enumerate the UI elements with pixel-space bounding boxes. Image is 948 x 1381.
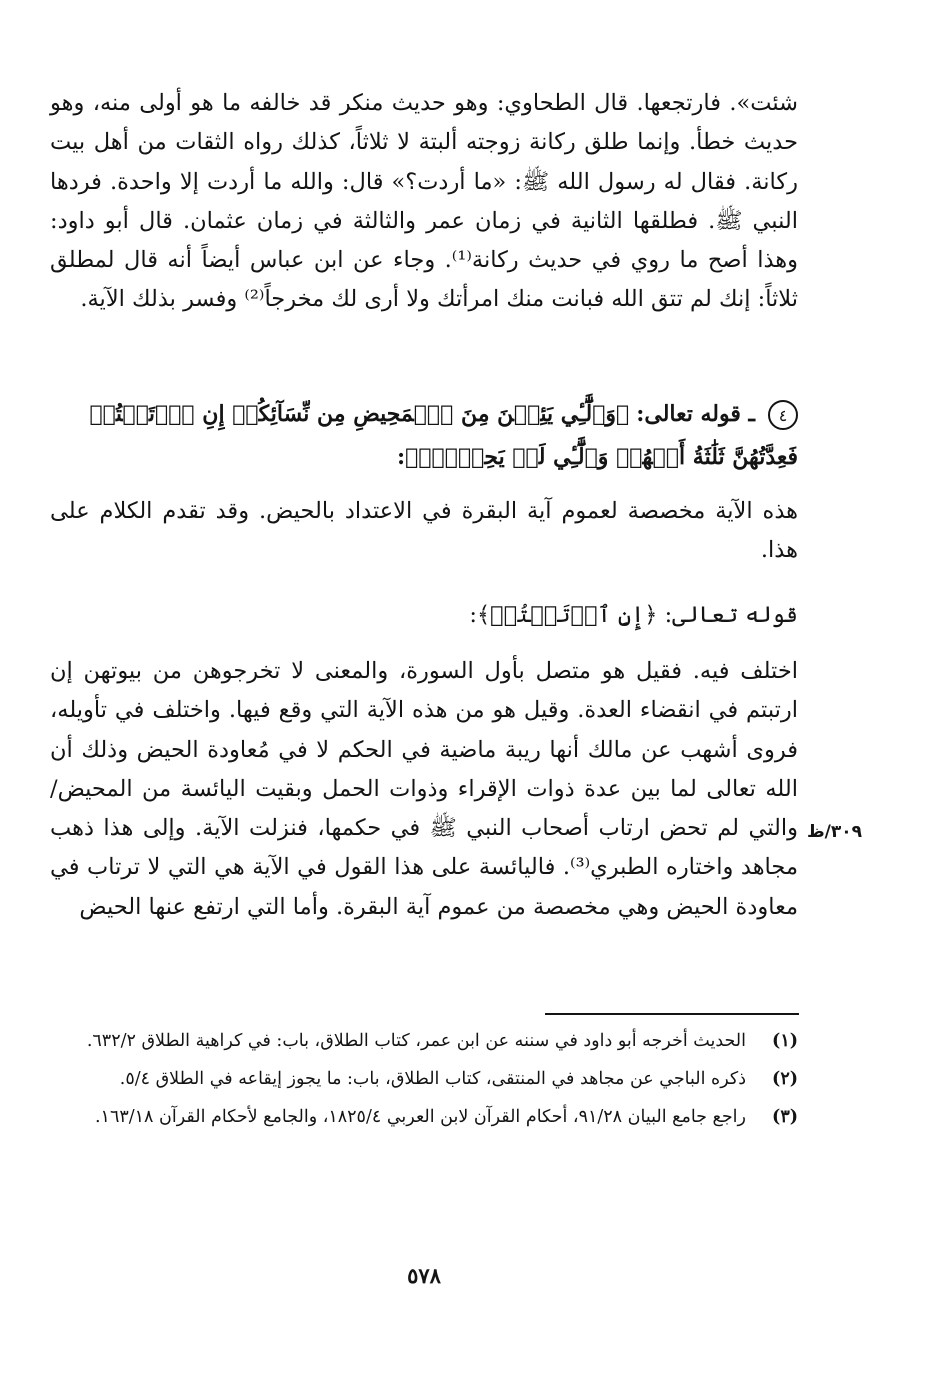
body-paragraph-1: شئت». فارتجعها. قال الطحاوي: وهو حديث منكر قد خالفه ما هو أولى منه، وهو حديث خطأ. وإنما طلق ركانة زوجته ألبتة لا ثلاثاً، كذلك رواه الثقات من أهل بيت ركانة. فقال له رسول الله ﷺ: «ما أردت؟» قال: والله ما أردت إلا واحدة. فردها النبي ﷺ. فطلقها الثانية في زمان عمر والثالثة في زمان عثمان. قال أبو داود: وهذا أصح ما روي في حديث ركانة⁽¹⁾. وجاء عن ابن عباس أيضاً أنه قال لمطلق ثلاثاً: إنك لم تتق الله فبانت منك امرأتك ولا أرى لك مخرجاً⁽²⁾ وفسر بذلك الآية. (50, 90, 798, 313)
manuscript-folio-marker: ٣٠٩/ظ (807, 822, 863, 842)
footnote-text: الحديث أخرجه أبو داود في سننه عن ابن عمر، كتاب الطلاق، باب: في كراهية الطلاق ٦٣٢/٢. (86, 1031, 746, 1051)
footnote-number: (٢) (772, 1069, 798, 1089)
footnote-1 (50, 1025, 798, 1057)
footnote-number: (١) (772, 1031, 798, 1051)
section-heading (50, 393, 798, 479)
footnote-separator (545, 1013, 799, 1015)
section-heading-label: ـ قوله تعالى: (636, 401, 755, 427)
footnote-text: ذكره الباجي عن مجاهد في المنتقى، كتاب الطلاق، باب: ما يجوز إيقاعه في الطلاق ٥/٤. (119, 1069, 746, 1089)
body-paragraph-2: هذه الآية مخصصة لعموم آية البقرة في الاعتداد بالحيض. وقد تقدم الكلام على هذا. (50, 498, 798, 564)
body-paragraph-3: اختلف فيه. فقيل هو متصل بأول السورة، والمعنى لا تخرجوهن من بيوتهن إن ارتبتم في انقضاء العدة. وقيل هو من هذه الآية التي وقع فيها. واختلف في تأويله، فروى أشهب عن مالك أنها ريبة ماضية في الحكم لا في مُعاودة الحيض وذلك أن الله تعالى لما بين عدة ذوات الإقراء وذوات الحمل وبقيت اليائسة من المحيض/ والتي لم تحض ارتاب أصحاب النبي ﷺ في حكمها، فنزلت الآية. وإلى هذا ذهب مجاهد واختاره الطبري⁽³⁾. فاليائسة على هذا القول في الآية هي التي لا ترتاب في معاودة الحيض وهي مخصصة من عموم آية البقرة. وأما التي ارتفع عنها الحيض (50, 658, 798, 920)
footnote-2 (50, 1063, 798, 1095)
page-number: ٥٧٨ (407, 1263, 441, 1288)
quran-verse: ﴿وَٱلَّٰٓـِٔي يَئِسۡنَ مِنَ ٱلۡمَحِيضِ مِن نِّسَآئِكُمۡ إِنِ ٱرۡتَبۡتُمۡ فَعِدَّتُهُنَّ ثَلَٰثَةُ أَشۡهُرٖ وَٱلَّٰٓـِٔي لَمۡ يَحِضۡنَۚ﴾: (89, 401, 798, 470)
footnote-3 (50, 1101, 798, 1133)
footnote-text: راجع جامع البيان ٩١/٢٨، أحكام القرآن لابن العربي ١٨٢٥/٤، والجامع لأحكام القرآن ١٦٣/١٨. (94, 1107, 746, 1127)
footnotes (50, 1025, 798, 1139)
section-number-badge: ٤ (768, 400, 798, 430)
verse-subheading: قوله تعالى: ﴿إِنِ ٱرۡتَبۡتُمۡ﴾: (469, 602, 798, 628)
footnote-number: (٣) (772, 1107, 798, 1127)
